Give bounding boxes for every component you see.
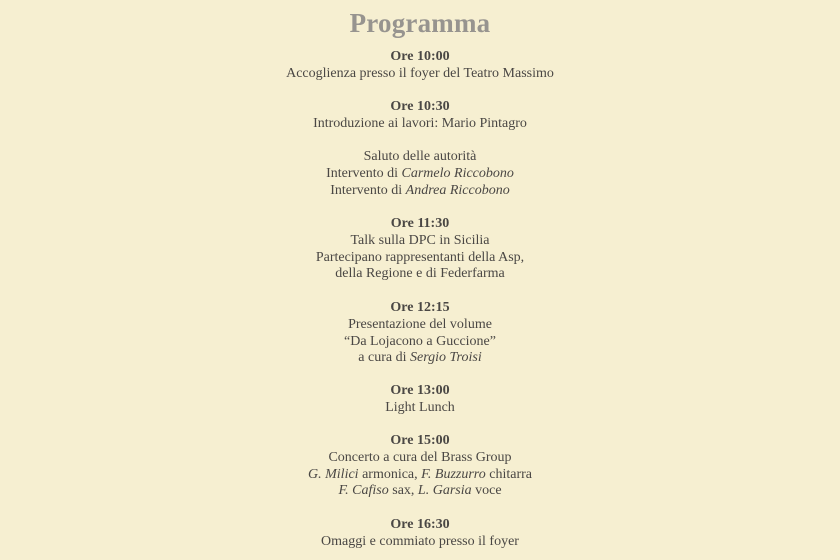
programme-line (0, 250, 840, 267)
line-text: della Regione e di Federfarma (335, 266, 505, 282)
programme-block-1630 (0, 517, 840, 551)
person-name: Andrea Riccobono (405, 182, 510, 198)
line-text: a cura di (358, 350, 410, 366)
person-name: G. Milici (308, 466, 359, 482)
line-text: Concerto a cura del Brass Group (328, 449, 512, 465)
line-text: Saluto delle autorità (363, 149, 477, 164)
person-name: Carmelo Riccobono (401, 165, 514, 181)
line-text: Intervento di (330, 182, 406, 198)
person-name: F. Cafiso (338, 483, 389, 499)
line-text: armonica, (358, 466, 422, 482)
programme-time: Ore 12:15 (390, 300, 450, 315)
programme-block-1215 (0, 300, 840, 367)
line-text: Accoglienza presso il foyer del Teatro Massimo (286, 65, 554, 81)
programme-line (0, 334, 840, 351)
programme-line (0, 450, 840, 467)
person-name: L. Garsia (417, 483, 472, 499)
line-text: chitarra (485, 466, 532, 482)
programme-block-1130 (0, 216, 840, 283)
programme-block-1300 (0, 383, 840, 417)
person-name: Sergio Troisi (410, 350, 482, 366)
programme-line (0, 66, 840, 83)
line-text: voce (471, 483, 502, 499)
programme-time: Ore 10:00 (390, 49, 450, 64)
page-title: Programma (349, 8, 491, 38)
programme-block-1500 (0, 433, 840, 500)
programme-line (0, 183, 840, 200)
programme-time: Ore 15:00 (390, 433, 450, 448)
programme-block-1000 (0, 49, 840, 83)
line-text: Presentazione del volume (348, 316, 492, 332)
programme-line (0, 149, 840, 166)
programme-line (0, 166, 840, 183)
line-text: Partecipano rappresentanti della Asp, (315, 249, 525, 265)
programme-time: Ore 10:30 (390, 99, 450, 114)
programme-line (0, 467, 840, 484)
line-text: “Da Lojacono a Guccione” (344, 333, 496, 349)
programme-time: Ore 11:30 (390, 216, 450, 231)
programme-line (0, 317, 840, 334)
line-text: Omaggi e commiato presso il foyer (321, 533, 519, 549)
programme-time: Ore 13:00 (390, 383, 450, 398)
programme-line (0, 400, 840, 417)
line-text: sax, (388, 483, 418, 499)
programme-line (0, 534, 840, 551)
line-text: Talk sulla DPC in Sicilia (350, 232, 490, 248)
programme-line (0, 483, 840, 500)
line-text: Intervento di (326, 165, 402, 181)
line-text: Introduzione ai lavori: Mario Pintagro (313, 115, 527, 131)
programme-line (0, 116, 840, 133)
programme-line (0, 350, 840, 367)
programme-time: Ore 16:30 (390, 517, 450, 532)
programme-block-1030 (0, 99, 840, 133)
programme-line (0, 233, 840, 250)
person-name: F. Buzzurro (421, 466, 486, 482)
programme-block-greetings (0, 149, 840, 199)
line-text: Light Lunch (385, 399, 455, 415)
programme-line (0, 266, 840, 283)
